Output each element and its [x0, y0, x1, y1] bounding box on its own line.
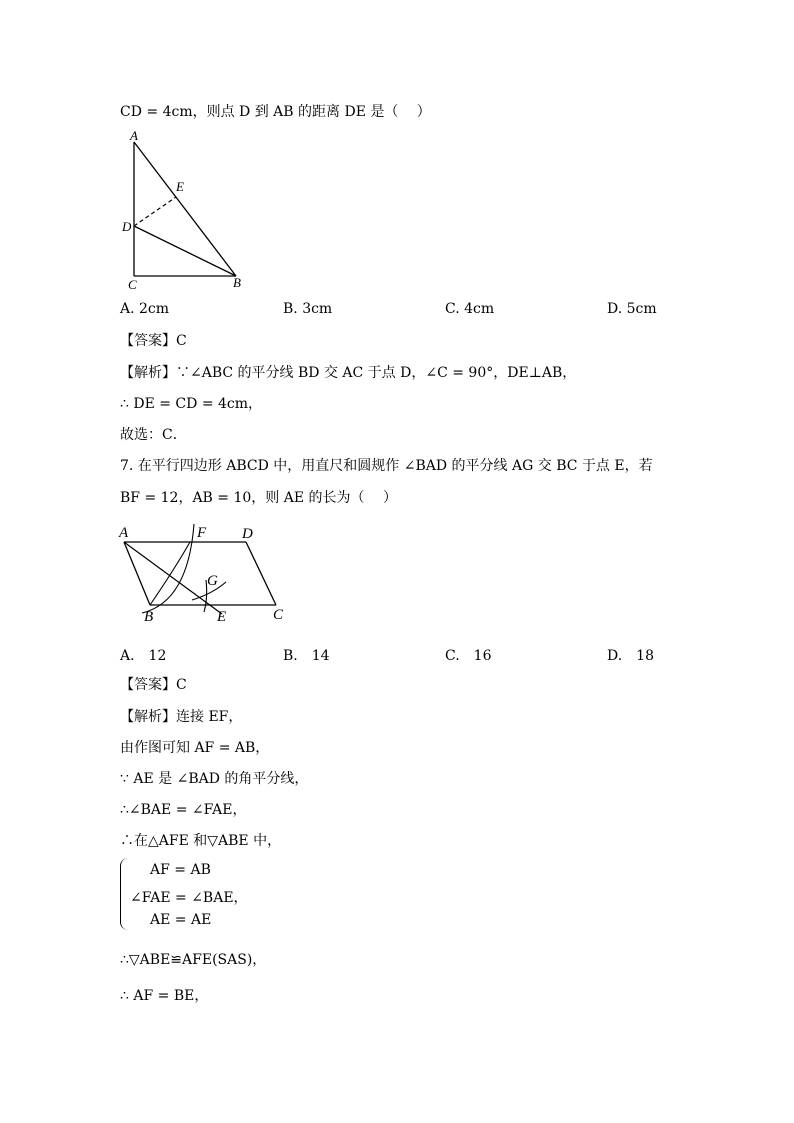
label-a: A	[130, 128, 138, 143]
label-f: F	[197, 525, 207, 541]
q7-stem-line-2: BF = 12，AB = 10，则 AE 的长为（ ）	[120, 490, 397, 506]
label-e: E	[217, 609, 227, 625]
q6-analysis-1: 【解析】∵∠ABC 的平分线 BD 交 AC 于点 D，∠C = 90°，DE⊥AB，	[120, 365, 577, 381]
q7-analysis-3: ∵ AE 是 ∠BAD 的角平分线，	[120, 771, 309, 787]
segment-dc	[246, 542, 276, 605]
label-g: G	[207, 573, 218, 589]
q6-option-a: A. 2cm	[120, 301, 170, 317]
q6-analysis-3: 故选：C．	[120, 427, 187, 443]
q7-conclusion-2: ∴ AF = BE，	[120, 988, 209, 1004]
q6-answer: 【答案】C	[120, 333, 187, 349]
q7-option-d: D. 18	[607, 648, 654, 664]
q7-analysis-5: ∴在△AFE 和▽ABE 中，	[120, 833, 282, 849]
label-b: B	[144, 609, 154, 625]
q7-option-c: C. 16	[445, 648, 492, 664]
q7-parallelogram-figure	[116, 520, 296, 630]
q7-option-b: B. 14	[283, 648, 330, 664]
system-line-3: AE = AE	[150, 912, 212, 928]
label-d: D	[242, 526, 253, 542]
q7-answer: 【答案】C	[120, 677, 187, 693]
system-line-1: AF = AB	[150, 862, 211, 878]
system-line-2: ∠FAE = ∠BAE，	[130, 890, 248, 906]
segment-db	[134, 226, 236, 276]
segment-de-dashed	[134, 197, 176, 226]
label-e: E	[176, 179, 184, 194]
arc-bf	[142, 524, 194, 613]
q7-analysis-1: 【解析】连接 EF，	[120, 709, 243, 725]
q7-analysis-4: ∴∠BAE = ∠FAE，	[120, 802, 247, 818]
q7-analysis-2: 由作图可知 AF = AB，	[120, 740, 270, 756]
q6-option-d: D. 5cm	[607, 301, 657, 317]
q7-option-a: A. 12	[120, 648, 167, 664]
q6-triangle-figure	[116, 128, 256, 293]
q6-option-b: B. 3cm	[283, 301, 333, 317]
label-c: C	[273, 607, 284, 623]
q7-conclusion-1: ∴▽ABE≌AFE(SAS)，	[120, 952, 267, 968]
q6-stem-tail: CD = 4cm，则点 D 到 AB 的距离 DE 是（ ）	[120, 104, 431, 120]
label-d: D	[122, 219, 132, 234]
q6-analysis-2: ∴ DE = CD = 4cm，	[120, 396, 263, 412]
segment-ab	[134, 142, 236, 276]
label-b: B	[233, 275, 241, 290]
q6-option-c: C. 4cm	[445, 301, 495, 317]
label-a: A	[119, 525, 129, 541]
q7-stem-line-1: 7. 在平行四边形 ABCD 中，用直尺和圆规作 ∠BAD 的平分线 AG 交 BC 于点 E，若	[120, 458, 653, 474]
label-c: C	[128, 277, 137, 292]
